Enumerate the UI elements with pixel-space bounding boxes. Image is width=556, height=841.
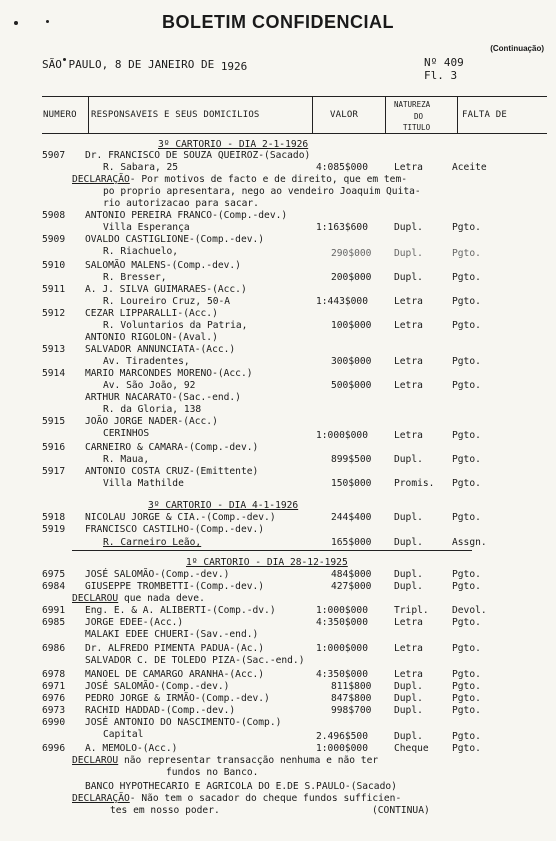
place-date <box>42 58 247 71</box>
entry-name: BANCO HYPOTHECARIO E AGRICOLA DO E.DE S.PAULO-(Sacado) <box>85 781 397 792</box>
entry-address: R. Carneiro Leão, <box>103 537 202 548</box>
entry-address: R. da Gloria, 138 <box>103 404 202 415</box>
entry-status: Pgto. <box>452 643 481 654</box>
entry-address: Villa Esperança <box>103 222 190 233</box>
entry-number: 6986 <box>42 643 66 654</box>
entry-status: Pgto. <box>452 512 481 523</box>
entry-number: 5908 <box>42 210 66 221</box>
entry-value: 847$800 <box>331 693 372 704</box>
entry-name: ANTONIO COSTA CRUZ-(Emittente) <box>85 466 259 477</box>
declaration-label: DECLARAÇÃO <box>72 793 130 804</box>
entry-value: 4:350$000 <box>316 669 368 680</box>
entry-number: 6976 <box>42 693 66 704</box>
entry-status: Pgto. <box>452 693 481 704</box>
entry-value: 1:000$000 <box>316 743 368 754</box>
entry-name: JOÃO JORGE NADER-(Acc.) <box>85 416 218 427</box>
declaration-line <box>72 793 401 804</box>
column-separator <box>385 96 386 134</box>
column-header-falta: FALTA DE <box>462 110 507 120</box>
entry-name: RACHID HADDAD-(Comp.-dev.) <box>85 705 236 716</box>
entry-status: Pgto. <box>452 731 481 742</box>
entry-name: MANOEL DE CAMARGO ARANHA-(Acc.) <box>85 669 265 680</box>
entry-status: Aceite <box>452 162 487 173</box>
entry-name: OVALDO CASTIGLIONE-(Comp.-dev.) <box>85 234 265 245</box>
column-header-natureza: NATUREZA <box>394 100 431 109</box>
entry-nature: Letra <box>394 356 423 367</box>
entry-number: 5911 <box>42 284 66 295</box>
entry-value: 4:085$000 <box>316 162 368 173</box>
entry-number: 6996 <box>42 743 66 754</box>
entry-status: Pgto. <box>452 705 481 716</box>
entry-value: 290$000 <box>331 248 372 259</box>
entry-value: 484$000 <box>331 569 372 580</box>
declaration-text: - Por motivos de facto e de direito, que em tem- <box>129 174 408 185</box>
entry-name: PEDRO JORGE & IRMÃO-(Comp.-dev.) <box>85 693 270 704</box>
entry-number: 5917 <box>42 466 66 477</box>
entry-name: JOSÉ ANTONIO DO NASCIMENTO-(Comp.) <box>85 717 282 728</box>
entry-status: Pgto. <box>452 617 481 628</box>
entry-name: JOSÉ SALOMÃO-(Comp.-dev.) <box>85 681 230 692</box>
entry-status: Pgto. <box>452 478 481 489</box>
entry-name: A. MEMOLO-(Acc.) <box>85 743 178 754</box>
entry-name: SALOMÃO MALENS-(Comp.-dev.) <box>85 260 241 271</box>
entry-value: 899$500 <box>331 454 372 465</box>
entry-status: Pgto. <box>452 356 481 367</box>
entry-nature: Letra <box>394 617 423 628</box>
entry-status: Pgto. <box>452 430 481 441</box>
header-top-rule <box>42 96 547 97</box>
entry-value: 1:000$000 <box>316 605 368 616</box>
entry-address: Av. São João, 92 <box>103 380 196 391</box>
entry-status: Devol. <box>452 605 487 616</box>
entry-name: JOSÉ SALOMÃO-(Comp.-dev.) <box>85 569 230 580</box>
entry-nature: Dupl. <box>394 222 423 233</box>
sheet-number: Fl. 3 <box>424 69 458 82</box>
declaration-text: não representar transacção nenhuma e não ter <box>118 755 379 766</box>
entry-value: 811$800 <box>331 681 372 692</box>
entry-nature: Letra <box>394 643 423 654</box>
entry-name: MALAKI EDEE CHUERI-(Sav.-end.) <box>85 629 259 640</box>
entry-name: Eng. E. & A. ALIBERTI-(Comp.-dv.) <box>85 605 276 616</box>
entry-status: Pgto. <box>452 248 481 259</box>
entry-status: Pgto. <box>452 222 481 233</box>
entry-name: A. J. SILVA GUIMARAES-(Acc.) <box>85 284 247 295</box>
entry-number: 6975 <box>42 569 66 580</box>
entry-number: 5910 <box>42 260 66 271</box>
declaration-text: fundos no Banco. <box>166 767 259 778</box>
entry-name: GIUSEPPE TROMBETTI-(Comp.-dev.) <box>85 581 265 592</box>
entry-nature: Dupl. <box>394 705 423 716</box>
entry-address: R. Loureiro Cruz, 50-A <box>103 296 231 307</box>
entry-value: 1:000$000 <box>316 643 368 654</box>
declaration-text: - Não tem o sacador do cheque fundos sufficien- <box>129 793 402 804</box>
entry-address: R. Maua, <box>103 454 150 465</box>
entry-number: 6991 <box>42 605 66 616</box>
column-header-numero: NUMERO <box>43 110 77 120</box>
entry-nature: Dupl. <box>394 681 423 692</box>
entry-value: 4:350$000 <box>316 617 368 628</box>
entry-value: 500$000 <box>331 380 372 391</box>
entry-value: 1:000$000 <box>316 430 368 441</box>
entry-name: CARNEIRO & CAMARA-(Comp.-dev.) <box>85 442 259 453</box>
entry-status: Pgto. <box>452 454 481 465</box>
entry-nature: Dupl. <box>394 693 423 704</box>
entry-nature: Dupl. <box>394 272 423 283</box>
entry-number: 5907 <box>42 150 66 161</box>
entry-status: Assgn. <box>452 537 487 548</box>
declaration-text: que nada deve. <box>118 593 205 604</box>
entry-name: NICOLAU JORGE & CIA.-(Comp.-dev.) <box>85 512 276 523</box>
entry-status: Pgto. <box>452 569 481 580</box>
entry-nature: Dupl. <box>394 537 423 548</box>
entry-number: 5918 <box>42 512 66 523</box>
column-separator <box>312 96 313 134</box>
entry-nature: Letra <box>394 320 423 331</box>
declaration-line <box>72 755 378 766</box>
entry-name: ARTHUR NACARATO-(Sac.-end.) <box>85 392 241 403</box>
entry-address: Villa Mathilde <box>103 478 184 489</box>
entry-status: Pgto. <box>452 743 481 754</box>
declaration-line <box>72 593 205 604</box>
header-bottom-rule <box>42 133 547 134</box>
entry-value: 427$000 <box>331 581 372 592</box>
entry-value: 200$000 <box>331 272 372 283</box>
entry-number: 5912 <box>42 308 66 319</box>
entry-status: Pgto. <box>452 669 481 680</box>
section-heading: 3º CARTORIO - DIA 2-1-1926 <box>158 139 309 150</box>
declaration-label: DECLAROU <box>72 593 119 604</box>
declaration-text: rio autorizacao para sacar. <box>103 198 259 209</box>
entry-nature: Dupl. <box>394 581 423 592</box>
entry-name: SALVADOR C. DE TOLEDO PIZA-(Sac.-end.) <box>85 655 305 666</box>
entry-value: 244$400 <box>331 512 372 523</box>
entry-nature: Dupl. <box>394 248 423 259</box>
entry-address: R. Bresser, <box>103 272 167 283</box>
entry-name: FRANCISCO CASTILHO-(Comp.-dev.) <box>85 524 265 535</box>
declaration-text: tes em nosso poder. <box>110 805 220 816</box>
entry-status: Pgto. <box>452 296 481 307</box>
bulletin-number: Nº 409 <box>424 56 464 69</box>
continuation-note: (Continuação) <box>490 44 544 53</box>
entry-number: 5919 <box>42 524 66 535</box>
entry-number: 6978 <box>42 669 66 680</box>
entry-nature: Dupl. <box>394 731 423 742</box>
place-date-text: SÃO PAULO, 8 DE JANEIRO DE <box>42 58 221 71</box>
section-heading: 3º CARTORIO - DIA 4-1-1926 <box>148 500 299 511</box>
entry-name: JORGE EDEE-(Acc.) <box>85 617 184 628</box>
declaration-text: po proprio apresentara, nego ao vendeiro Joaquim Quita- <box>103 186 421 197</box>
entry-nature: Letra <box>394 380 423 391</box>
entry-number: 6984 <box>42 581 66 592</box>
entry-status: Pgto. <box>452 272 481 283</box>
page-title: BOLETIM CONFIDENCIAL <box>162 12 394 32</box>
entry-status: Pgto. <box>452 681 481 692</box>
entry-nature: Cheque <box>394 743 429 754</box>
entry-nature: Letra <box>394 296 423 307</box>
column-separator <box>457 96 458 134</box>
declaration-line <box>72 174 407 185</box>
entry-number: 5916 <box>42 442 66 453</box>
entry-address: Capital <box>103 729 144 740</box>
column-header-valor: VALOR <box>330 110 359 120</box>
entry-nature: Dupl. <box>394 512 423 523</box>
entry-address: R. Riachuelo, <box>103 246 179 257</box>
entry-nature: Promis. <box>394 478 435 489</box>
entry-name: SALVADOR ANNUNCIATA-(Acc.) <box>85 344 236 355</box>
column-header-titulo: TITULO <box>403 123 431 132</box>
entry-number: 5914 <box>42 368 66 379</box>
entry-number: 6990 <box>42 717 66 728</box>
entry-status: Pgto. <box>452 581 481 592</box>
entry-number: 5915 <box>42 416 66 427</box>
entry-number: 6971 <box>42 681 66 692</box>
entry-value: 1:163$600 <box>316 222 368 233</box>
entry-value: 150$000 <box>331 478 372 489</box>
entry-number: 6985 <box>42 617 66 628</box>
entry-status: Pgto. <box>452 320 481 331</box>
entry-nature: Letra <box>394 430 423 441</box>
entry-name: Dr. ALFREDO PIMENTA PADUA-(Ac.) <box>85 643 265 654</box>
entry-value: 2.496$500 <box>316 731 368 742</box>
section-heading: 1º CARTORIO - DIA 28-12-1925 <box>186 557 348 568</box>
column-separator <box>88 96 89 134</box>
entry-address: CERINHOS <box>103 428 150 439</box>
entry-value: 100$000 <box>331 320 372 331</box>
entry-address: R. Sabara, 25 <box>103 162 179 173</box>
column-header-do: DO <box>414 112 424 121</box>
entry-value: 1:443$000 <box>316 296 368 307</box>
declaration-label: DECLAROU <box>72 755 119 766</box>
entry-address: Av. Tiradentes, <box>103 356 190 367</box>
entry-status: Pgto. <box>452 380 481 391</box>
entry-value: 998$700 <box>331 705 372 716</box>
entry-name: CEZAR LIPPARALLI-(Acc.) <box>85 308 218 319</box>
entry-nature: Dupl. <box>394 569 423 580</box>
entry-number: 5909 <box>42 234 66 245</box>
entry-address: R. Voluntarios da Patria, <box>103 320 248 331</box>
entry-value: 300$000 <box>331 356 372 367</box>
entry-nature: Letra <box>394 162 423 173</box>
entry-nature: Tripl. <box>394 605 429 616</box>
entry-name: ANTONIO RIGOLON-(Aval.) <box>85 332 218 343</box>
entry-number: 5913 <box>42 344 66 355</box>
entry-value: 165$000 <box>331 537 372 548</box>
entry-name: ANTONIO PEREIRA FRANCO-(Comp.-dev.) <box>85 210 288 221</box>
entry-nature: Letra <box>394 669 423 680</box>
entry-name: Dr. FRANCISCO DE SOUZA QUEIROZ-(Sacado) <box>85 150 311 161</box>
entry-nature: Dupl. <box>394 454 423 465</box>
section-rule <box>72 550 472 551</box>
column-header-responsaveis: RESPONSAVEIS E SEUS DOMICILIOS <box>91 110 260 120</box>
declaration-label: DECLARAÇÃO <box>72 174 130 185</box>
entry-name: MARIO MARCONDES MORENO-(Acc.) <box>85 368 253 379</box>
continues-note: (CONTINUA) <box>372 805 430 816</box>
year: 1926 <box>220 60 248 73</box>
entry-number: 6973 <box>42 705 66 716</box>
